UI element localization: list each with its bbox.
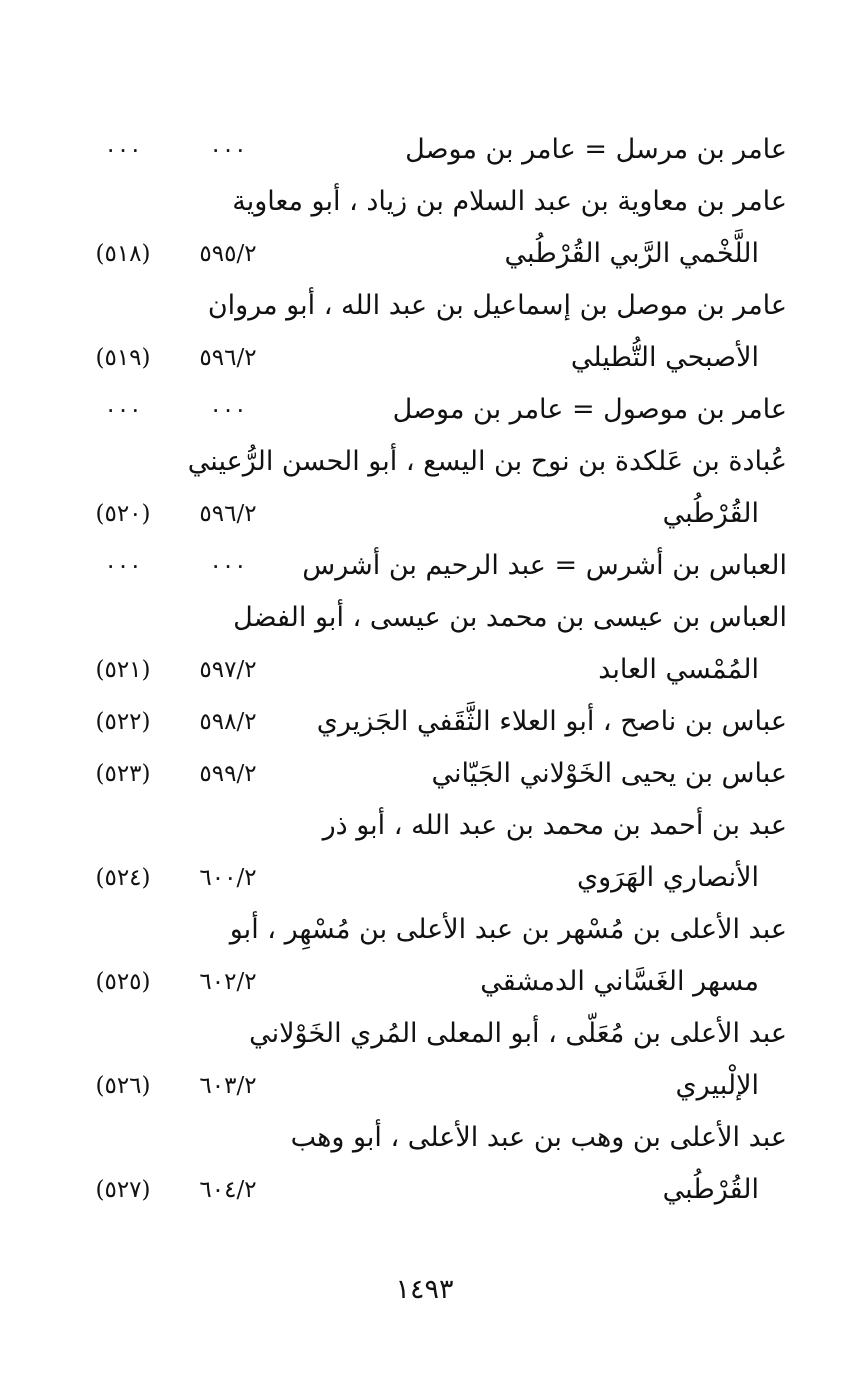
entry-text: عامر بن معاوية بن عبد السلام بن زياد ، أبو معاوية xyxy=(232,186,787,217)
entry-text: العباس بن أشرس = عبد الرحيم بن أشرس xyxy=(302,550,787,581)
entry-text: مسهر الغَسَّاني الدمشقي xyxy=(480,966,759,997)
index-line xyxy=(0,436,849,488)
entry-number: ٠٠٠ xyxy=(104,397,142,423)
volume-page-ref: ٥٩٦/٢ xyxy=(199,501,257,527)
index-line xyxy=(0,956,849,1008)
volume-page-ref: ٠٠٠ xyxy=(209,553,247,579)
entry-number: (٥١٨) xyxy=(95,241,151,267)
volume-page-ref: ٠٠٠ xyxy=(209,397,247,423)
entry-number: (٥٢٦) xyxy=(95,1073,151,1099)
index-line xyxy=(0,748,849,800)
index-line xyxy=(0,644,849,696)
entry-text: عُبادة بن عَلكدة بن نوح بن اليسع ، أبو الحسن الرُّعيني xyxy=(187,446,787,477)
volume-page-ref: ٥٩٥/٢ xyxy=(199,241,257,267)
volume-page-ref: ٦٠٣/٢ xyxy=(199,1073,257,1099)
index-line xyxy=(0,488,849,540)
index-line xyxy=(0,176,849,228)
entry-text: المُمْسي العابد xyxy=(598,654,759,685)
entry-text: العباس بن عيسى بن محمد بن عيسى ، أبو الفضل xyxy=(233,602,787,633)
index-line xyxy=(0,280,849,332)
entry-text: الإلْبيري xyxy=(675,1070,759,1101)
index-line xyxy=(0,384,849,436)
index-line xyxy=(0,1060,849,1112)
volume-page-ref: ٥٩٧/٢ xyxy=(199,657,257,683)
entry-text: عبد الأعلى بن مُسْهر بن عبد الأعلى بن مُسْهِر ، أبو xyxy=(229,914,787,945)
page-number: ١٤٩٣ xyxy=(395,1274,454,1305)
entry-text: عامر بن موصول = عامر بن موصل xyxy=(392,394,787,425)
index-line xyxy=(0,228,849,280)
entry-text: الأصبحي التُّطيلي xyxy=(570,342,759,373)
index-line xyxy=(0,540,849,592)
entry-number: (٥٢٥) xyxy=(95,969,151,995)
index-line xyxy=(0,1164,849,1216)
volume-page-ref: ٥٩٨/٢ xyxy=(199,709,257,735)
index-line xyxy=(0,1112,849,1164)
entry-number: (٥٢٠) xyxy=(95,501,151,527)
volume-page-ref: ٦٠٠/٢ xyxy=(199,865,257,891)
index-line xyxy=(0,332,849,384)
volume-page-ref: ٥٩٩/٢ xyxy=(199,761,257,787)
index-line xyxy=(0,852,849,904)
entry-text: عبد بن أحمد بن محمد بن عبد الله ، أبو ذر xyxy=(322,810,787,841)
entry-text: عباس بن يحيى الخَوْلاني الجَيّاني xyxy=(431,758,787,789)
volume-page-ref: ٠٠٠ xyxy=(209,137,247,163)
entry-text: القُرْطُبي xyxy=(662,1174,759,1205)
entry-number: (٥١٩) xyxy=(95,345,151,371)
entry-text: عباس بن ناصح ، أبو العلاء الثَّقَفي الجَزيري xyxy=(316,706,787,737)
entry-number: (٥٢٤) xyxy=(95,865,151,891)
entry-text: الأنصاري الهَرَوي xyxy=(576,862,759,893)
entry-number: (٥٢٣) xyxy=(95,761,151,787)
volume-page-ref: ٦٠٤/٢ xyxy=(199,1177,257,1203)
entry-text: عامر بن موصل بن إسماعيل بن عبد الله ، أبو مروان xyxy=(207,290,787,321)
entry-text: عبد الأعلى بن مُعَلّى ، أبو المعلى المُري الخَوْلاني xyxy=(249,1018,787,1049)
entry-text: عامر بن مرسل = عامر بن موصل xyxy=(405,134,787,165)
entry-text: القُرْطُبي xyxy=(662,498,759,529)
entry-number: (٥٢٢) xyxy=(95,709,151,735)
entry-number: ٠٠٠ xyxy=(104,137,142,163)
entry-number: ٠٠٠ xyxy=(104,553,142,579)
index-line xyxy=(0,696,849,748)
index-line xyxy=(0,592,849,644)
index-line xyxy=(0,904,849,956)
entry-text: اللَّخْمي الرَّبي القُرْطُبي xyxy=(504,238,759,269)
entry-text: عبد الأعلى بن وهب بن عبد الأعلى ، أبو وهب xyxy=(290,1122,787,1153)
index-line xyxy=(0,1008,849,1060)
index-line xyxy=(0,124,849,176)
index-line xyxy=(0,800,849,852)
entry-number: (٥٢٧) xyxy=(95,1177,151,1203)
volume-page-ref: ٥٩٦/٢ xyxy=(199,345,257,371)
entry-number: (٥٢١) xyxy=(95,657,151,683)
volume-page-ref: ٦٠٢/٢ xyxy=(199,969,257,995)
